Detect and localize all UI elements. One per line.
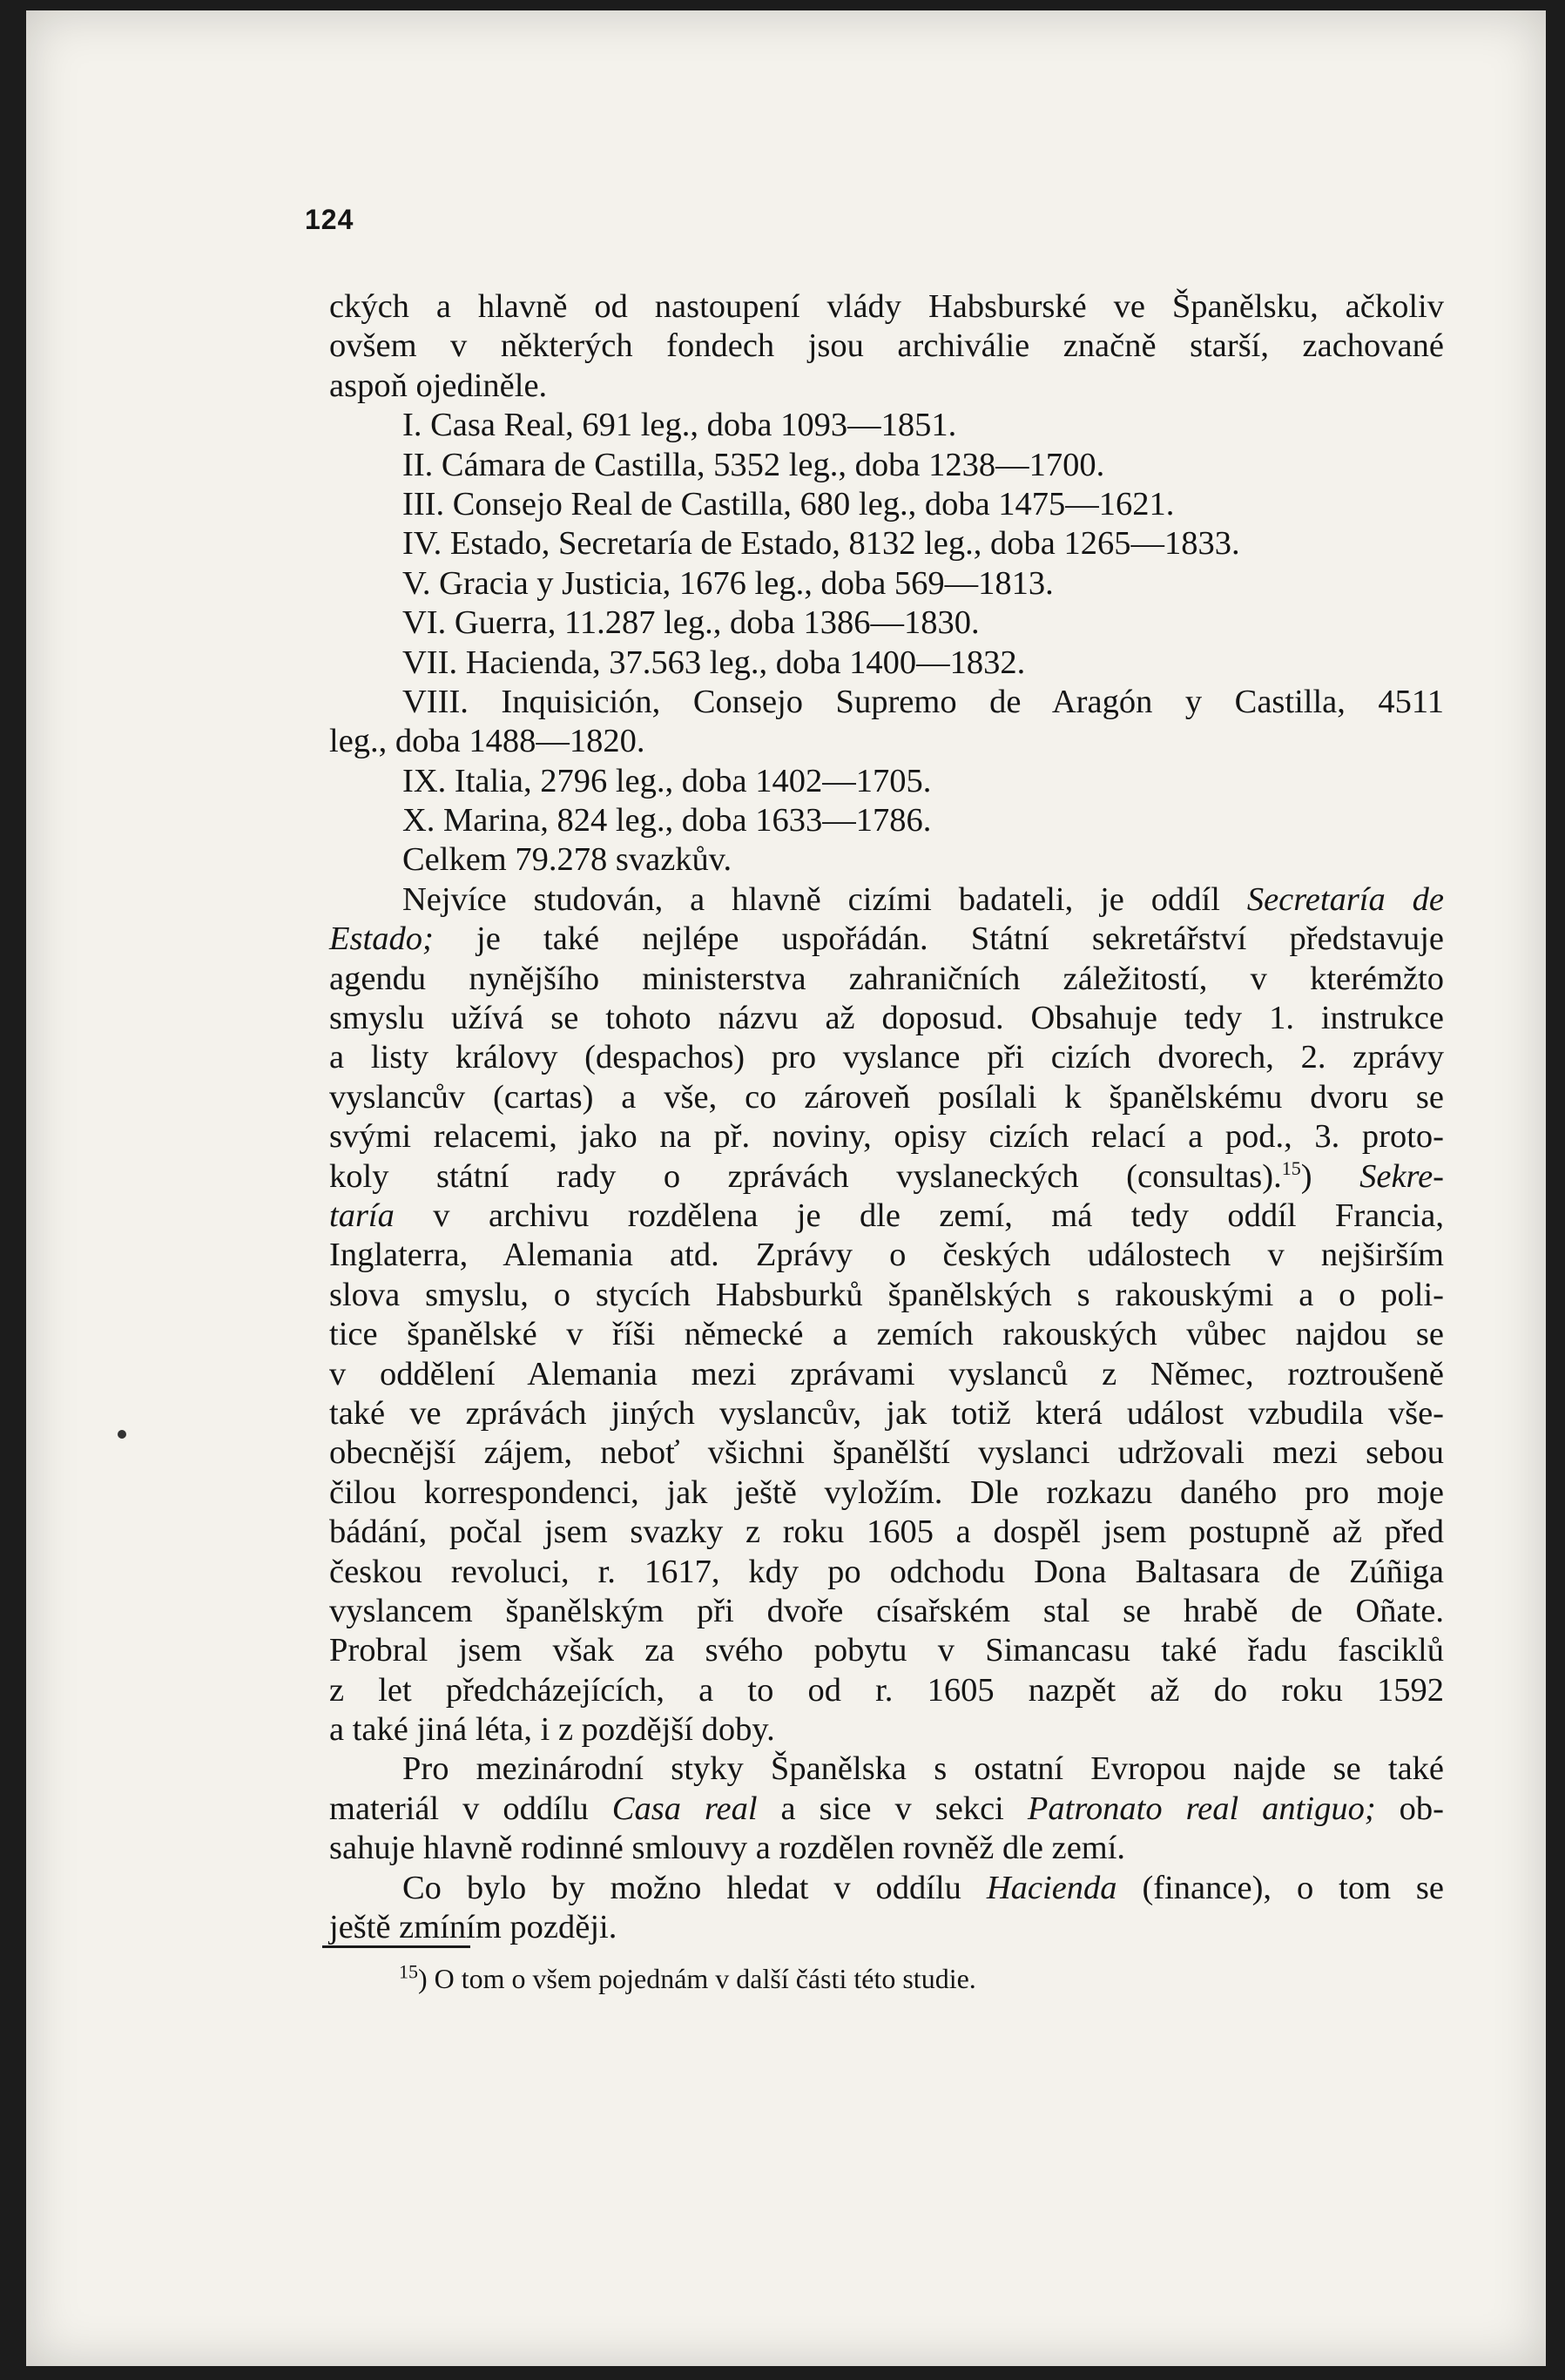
paragraph-line	[329, 920, 1444, 959]
paragraph-line: Inglaterra, Alemania atd. Zprávy o českých událostech v nejširším	[329, 1237, 1444, 1274]
scanned-page	[26, 10, 1546, 2366]
italic-term: Hacienda	[986, 1869, 1117, 1906]
footnote-mark: 15	[399, 1960, 418, 1983]
fond-item: VII. Hacienda, 37.563 leg., doba 1400—1832.	[402, 644, 1026, 681]
fond-total: Celkem 79.278 svazkův.	[402, 841, 732, 879]
paragraph-line: českou revoluci, r. 1617, kdy po odchodu Dona Baltasara de Zúñiga	[329, 1553, 1444, 1590]
footnote-text: ) O tom o všem pojednám v další části této studie.	[418, 1963, 976, 1994]
fond-item: VIII. Inquisición, Consejo Supremo de Aragón y Castilla, 4511	[402, 683, 1444, 720]
fond-item: IV. Estado, Secretaría de Estado, 8132 leg., doba 1265—1833.	[402, 525, 1240, 563]
text-run: materiál v oddílu	[329, 1790, 612, 1827]
paragraph-line: a také jiná léta, i z pozdější doby.	[329, 1711, 775, 1749]
fond-item: II. Cámara de Castilla, 5352 leg., doba 1238—1700.	[402, 446, 1105, 483]
fond-item: VI. Guerra, 11.287 leg., doba 1386—1830.	[402, 604, 980, 642]
text-run: a sice v sekci	[757, 1790, 1028, 1827]
paragraph-line: také ve zprávách jiných vyslancův, jak totiž která událost vzbudila vše-	[329, 1394, 1444, 1432]
paragraph-line: smyslu užívá se tohoto názvu až doposud. Obsahuje tedy 1. instrukce	[329, 1000, 1444, 1037]
paragraph-line: v oddělení Alemania mezi zprávami vyslanců z Němec, roztroušeně	[329, 1355, 1444, 1392]
paragraph-line: obecnější zájem, neboť všichni španělští vyslanci udržovali mezi sebou	[329, 1434, 1444, 1472]
paragraph-line: z let předcházejících, a to od r. 1605 nazpět až do roku 1592	[329, 1671, 1444, 1709]
body-text	[329, 287, 1444, 1947]
text-run: (finance), o tom se	[1116, 1869, 1445, 1906]
paragraph-line	[329, 1869, 1444, 1908]
fond-item: III. Consejo Real de Castilla, 680 leg., doba 1475—1621.	[402, 485, 1175, 523]
italic-term: taría	[329, 1197, 395, 1234]
text-run: )	[1300, 1157, 1360, 1195]
text-run: koly státní rady o zprávách vyslaneckých (consultas).	[329, 1157, 1282, 1195]
paragraph-line: tice španělské v říši německé a zemích rakouských vůbec najdou se	[329, 1316, 1444, 1353]
paragraph-line: agendu nynějšího ministerstva zahraničních záležitostí, v kterémžto	[329, 960, 1444, 997]
paragraph-line: vyslancem španělským při dvoře císařském stal se hrabě de Oñate.	[329, 1592, 1444, 1629]
fond-item-continuation: leg., doba 1488—1820.	[329, 723, 645, 760]
fond-item: X. Marina, 824 leg., doba 1633—1786.	[402, 802, 932, 839]
paragraph-line: Probral jsem však za svého pobytu v Simancasu také řadu fasciklů	[329, 1632, 1444, 1669]
paragraph-line: svými relacemi, jako na př. noviny, opisy cizích relací a pod., 3. proto-	[329, 1118, 1444, 1156]
paragraph-line: slova smyslu, o stycích Habsburků španělských s rakouskými a o poli-	[329, 1276, 1444, 1313]
italic-term: Sekre-	[1359, 1157, 1444, 1195]
footnote-ref: 15	[1281, 1156, 1301, 1179]
paragraph-line: ještě zmíním později.	[329, 1909, 617, 1946]
italic-term: Secretaría de	[1246, 880, 1444, 918]
text-run: Co bylo by možno hledat v oddílu	[402, 1869, 987, 1906]
footnote-separator	[322, 1945, 470, 1948]
fond-item: I. Casa Real, 691 leg., doba 1093—1851.	[402, 407, 957, 444]
paragraph-line: sahuje hlavně rodinné smlouvy a rozdělen rovněž dle zemí.	[329, 1830, 1126, 1867]
paragraph-line: a listy královy (despachos) pro vyslance při cizích dvorech, 2. zprávy	[329, 1039, 1444, 1076]
text-line: aspoň ojediněle.	[329, 367, 548, 404]
text-line: ckých a hlavně od nastoupení vlády Habsburské ve Španělsku, ačkoliv	[329, 288, 1444, 325]
text-run: Nejvíce studován, a hlavně cizími badateli, je oddíl	[402, 880, 1247, 918]
paragraph-line	[329, 880, 1444, 920]
italic-term: Casa real	[611, 1790, 758, 1827]
paragraph-line	[329, 1790, 1444, 1829]
text-run: je také nejlépe uspořádán. Státní sekretářství představuje	[433, 920, 1444, 958]
paragraph-line: vyslancův (cartas) a vše, co zároveň posílali k španělskému dvoru se	[329, 1078, 1444, 1116]
italic-term: Estado;	[329, 920, 434, 958]
text-run: ob-	[1375, 1790, 1444, 1827]
text-line: ovšem v některých fondech jsou archiválie značně starší, zachované	[329, 327, 1444, 365]
footnote	[399, 1960, 976, 1995]
scan-speck	[118, 1430, 126, 1439]
paragraph-line: bádání, počal jsem svazky z roku 1605 a dospěl jsem postupně až před	[329, 1514, 1444, 1551]
page-number: 124	[305, 204, 354, 235]
text-run: v archivu rozdělena je dle zemí, má tedy oddíl Francia,	[394, 1197, 1444, 1234]
paragraph-line: čilou korrespondenci, jak ještě vyložím. Dle rozkazu daného pro moje	[329, 1473, 1444, 1511]
paragraph-line	[329, 1157, 1444, 1197]
fond-item: V. Gracia y Justicia, 1676 leg., doba 569—1813.	[402, 564, 1054, 602]
fond-item: IX. Italia, 2796 leg., doba 1402—1705.	[402, 762, 932, 799]
italic-term: Patronato real antiguo;	[1027, 1790, 1376, 1827]
paragraph-line	[329, 1197, 1444, 1236]
paragraph-line: Pro mezinárodní styky Španělska s ostatní Evropou najde se také	[402, 1750, 1444, 1788]
